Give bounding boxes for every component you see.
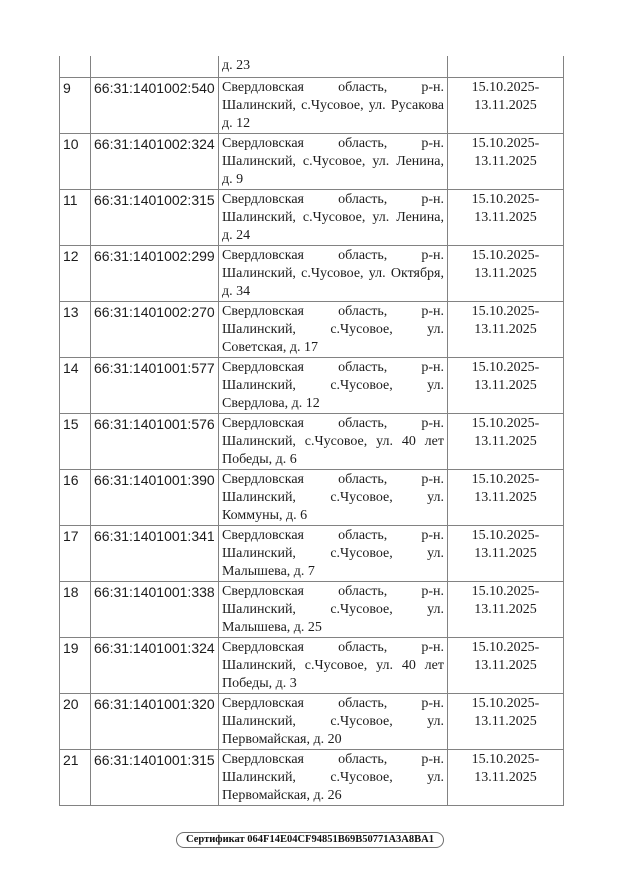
cadastral-number-cell (91, 56, 219, 77)
address-cell: Свердловская область, р-н. Шалинский, с.Чусовое, ул. Коммуны, д. 6 (219, 469, 448, 525)
table-row (60, 581, 564, 637)
row-number-cell: 12 (60, 245, 91, 301)
row-number-cell: 20 (60, 693, 91, 749)
dates-cell: 15.10.2025-13.11.2025 (448, 77, 564, 133)
dates-cell: 15.10.2025-13.11.2025 (448, 693, 564, 749)
address-cell: Свердловская область, р-н. Шалинский, с.Чусовое, ул. 40 лет Победы, д. 6 (219, 413, 448, 469)
cadastral-number-cell: 66:31:1401002:540 (91, 77, 219, 133)
row-number-cell: 11 (60, 189, 91, 245)
cadastral-number-cell: 66:31:1401001:324 (91, 637, 219, 693)
table-row (60, 245, 564, 301)
row-number-cell (60, 56, 91, 77)
dates-cell: 15.10.2025-13.11.2025 (448, 413, 564, 469)
table-row (60, 469, 564, 525)
cadastral-number-cell: 66:31:1401002:270 (91, 301, 219, 357)
table-row (60, 693, 564, 749)
dates-cell: 15.10.2025-13.11.2025 (448, 637, 564, 693)
address-cell: Свердловская область, р-н. Шалинский, с.Чусовое, ул. Малышева, д. 25 (219, 581, 448, 637)
row-number-cell: 21 (60, 749, 91, 805)
table-row (60, 413, 564, 469)
parcels-table-body (60, 56, 564, 805)
table-row-carryover (60, 56, 564, 77)
address-cell: Свердловская область, р-н. Шалинский, с.Чусовое, ул. Первомайская, д. 26 (219, 749, 448, 805)
address-cell: Свердловская область, р-н. Шалинский, с.Чусовое, ул. Свердлова, д. 12 (219, 357, 448, 413)
table-row (60, 525, 564, 581)
row-number-cell: 17 (60, 525, 91, 581)
dates-cell: 15.10.2025-13.11.2025 (448, 301, 564, 357)
cadastral-number-cell: 66:31:1401002:299 (91, 245, 219, 301)
table-row (60, 637, 564, 693)
dates-cell: 15.10.2025-13.11.2025 (448, 133, 564, 189)
cadastral-number-cell: 66:31:1401001:576 (91, 413, 219, 469)
table-row (60, 189, 564, 245)
cadastral-number-cell: 66:31:1401001:338 (91, 581, 219, 637)
cadastral-number-cell: 66:31:1401001:341 (91, 525, 219, 581)
certificate-stamp-row (0, 829, 620, 848)
address-cell: Свердловская область, р-н. Шалинский, с.Чусовое, ул. Советская, д. 17 (219, 301, 448, 357)
row-number-cell: 13 (60, 301, 91, 357)
cadastral-number-cell: 66:31:1401001:577 (91, 357, 219, 413)
dates-cell: 15.10.2025-13.11.2025 (448, 357, 564, 413)
cadastral-number-cell: 66:31:1401001:390 (91, 469, 219, 525)
address-cell: Свердловская область, р-н. Шалинский, с.Чусовое, ул. Ленина, д. 9 (219, 133, 448, 189)
table-row (60, 133, 564, 189)
dates-cell: 15.10.2025-13.11.2025 (448, 525, 564, 581)
certificate-stamp: Сертификат 064F14E04CF94851B69B50771A3A8BA1 (176, 832, 444, 848)
row-number-cell: 10 (60, 133, 91, 189)
dates-cell: 15.10.2025-13.11.2025 (448, 749, 564, 805)
row-number-cell: 19 (60, 637, 91, 693)
table-row (60, 77, 564, 133)
address-cell: Свердловская область, р-н. Шалинский, с.Чусовое, ул. Октября, д. 34 (219, 245, 448, 301)
row-number-cell: 18 (60, 581, 91, 637)
address-cell: Свердловская область, р-н. Шалинский, с.Чусовое, ул. 40 лет Победы, д. 3 (219, 637, 448, 693)
table-row (60, 357, 564, 413)
row-number-cell: 9 (60, 77, 91, 133)
row-number-cell: 16 (60, 469, 91, 525)
dates-cell: 15.10.2025-13.11.2025 (448, 245, 564, 301)
cadastral-number-cell: 66:31:1401001:315 (91, 749, 219, 805)
address-cell: Свердловская область, р-н. Шалинский, с.Чусовое, ул. Русакова д. 12 (219, 77, 448, 133)
row-number-cell: 14 (60, 357, 91, 413)
cadastral-number-cell: 66:31:1401001:320 (91, 693, 219, 749)
address-cell: д. 23 (219, 56, 448, 77)
dates-cell: 15.10.2025-13.11.2025 (448, 581, 564, 637)
address-cell: Свердловская область, р-н. Шалинский, с.Чусовое, ул. Первомайская, д. 20 (219, 693, 448, 749)
dates-cell (448, 56, 564, 77)
address-cell: Свердловская область, р-н. Шалинский, с.Чусовое, ул. Ленина, д. 24 (219, 189, 448, 245)
dates-cell: 15.10.2025-13.11.2025 (448, 469, 564, 525)
table-row (60, 749, 564, 805)
address-cell: Свердловская область, р-н. Шалинский, с.Чусовое, ул. Малышева, д. 7 (219, 525, 448, 581)
cadastral-number-cell: 66:31:1401002:315 (91, 189, 219, 245)
row-number-cell: 15 (60, 413, 91, 469)
dates-cell: 15.10.2025-13.11.2025 (448, 189, 564, 245)
parcels-table (59, 56, 564, 806)
cadastral-number-cell: 66:31:1401002:324 (91, 133, 219, 189)
table-row (60, 301, 564, 357)
